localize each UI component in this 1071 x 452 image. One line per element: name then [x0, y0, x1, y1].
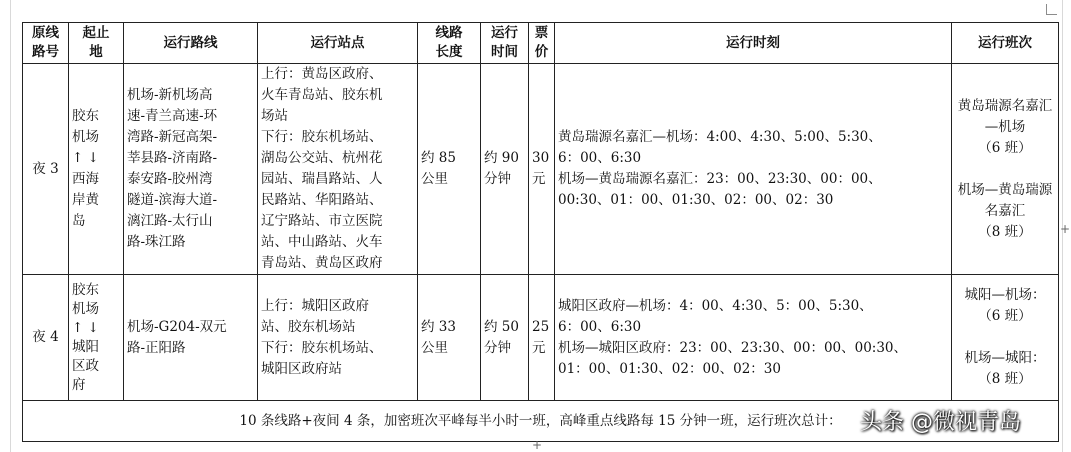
- table-row: [23, 64, 1059, 275]
- timetable-cell: 黄岛瑞源名嘉汇—机场：4:00、4:30、5:00、5:30、 6：00、6:30 机场—黄岛瑞源名嘉汇：23：00、23:30、00：00、 00:30、01：00、01:30、02：00、02：30: [555, 64, 952, 275]
- header-fare: 票 价: [529, 23, 555, 64]
- header-frequency: 运行班次: [952, 23, 1059, 64]
- plus-marker-right: +: [1060, 222, 1071, 236]
- page-edge-left: [10, 0, 11, 452]
- path-cell: 机场-新机场高 速-青兰高速-环 湾路-新冠高架- 莘县路-济南路- 泰安路-胶州湾 隧道-滨海大道- 漓江路-太行山 路-珠江路: [124, 64, 258, 275]
- header-timetable: 运行时刻: [555, 23, 952, 64]
- endpoints-cell: 胶东 机场 ↑ ↓ 城阳 区政 府: [69, 275, 124, 401]
- frequency-cell: 城阳—机场： （6 班） 机场—城阳： （8 班）: [952, 275, 1059, 401]
- night-bus-route-table: [22, 22, 1059, 442]
- timetable-cell: 城阳区政府—机场：4：00、4:30、5：00、5:30、 6：00、6:30 机场—城阳区政府：23：00、23:30、00：00、00:30、 01：00、01:30、02：00、02：30: [555, 275, 952, 401]
- endpoints-cell: 胶东 机场 ↑ ↓ 西海 岸黄 岛: [69, 64, 124, 275]
- summary-cell: 10 条线路+夜间 4 条，加密班次平峰每半小时一班，高峰重点线路每 15 分钟一班，运行班次总计：: [23, 401, 1059, 442]
- frequency-cell: 黄岛瑞源名嘉汇 —机场 （6 班） 机场—黄岛瑞源 名嘉汇 （8 班）: [952, 64, 1059, 275]
- header-path: 运行路线: [124, 23, 258, 64]
- watermark: 头条 @微视青岛: [860, 410, 1021, 435]
- header-stops: 运行站点: [258, 23, 418, 64]
- crop-mark-top-right: [1046, 4, 1057, 15]
- length-cell: 约 85 公里: [418, 64, 481, 275]
- header-length: 线路 长度: [418, 23, 481, 64]
- header-endpoints: 起止 地: [69, 23, 124, 64]
- duration-cell: 约 50 分钟: [481, 275, 529, 401]
- table-header-row: [23, 23, 1059, 64]
- route-no-cell: 夜 3: [23, 64, 69, 275]
- length-cell: 约 33 公里: [418, 275, 481, 401]
- duration-cell: 约 90 分钟: [481, 64, 529, 275]
- header-duration: 运行 时间: [481, 23, 529, 64]
- header-route-no: 原线 路号: [23, 23, 69, 64]
- stops-cell: 上行：城阳区政府 站、胶东机场站 下行：胶东机场站、 城阳区政府站: [258, 275, 418, 401]
- stops-cell: 上行：黄岛区政府、 火车青岛站、胶东机 场站 下行：胶东机场站、 湖岛公交站、杭州花 园站、瑞昌路站、人 民路站、华阳路站、 辽宁路站、市立医院 站、中山路站、火车 青岛站、黄岛区政府: [258, 64, 418, 275]
- table-row: [23, 275, 1059, 401]
- fare-cell: 30 元: [529, 64, 555, 275]
- plus-marker-bottom: +: [532, 438, 543, 452]
- fare-cell: 25 元: [529, 275, 555, 401]
- route-no-cell: 夜 4: [23, 275, 69, 401]
- path-cell: 机场-G204-双元 路-正阳路: [124, 275, 258, 401]
